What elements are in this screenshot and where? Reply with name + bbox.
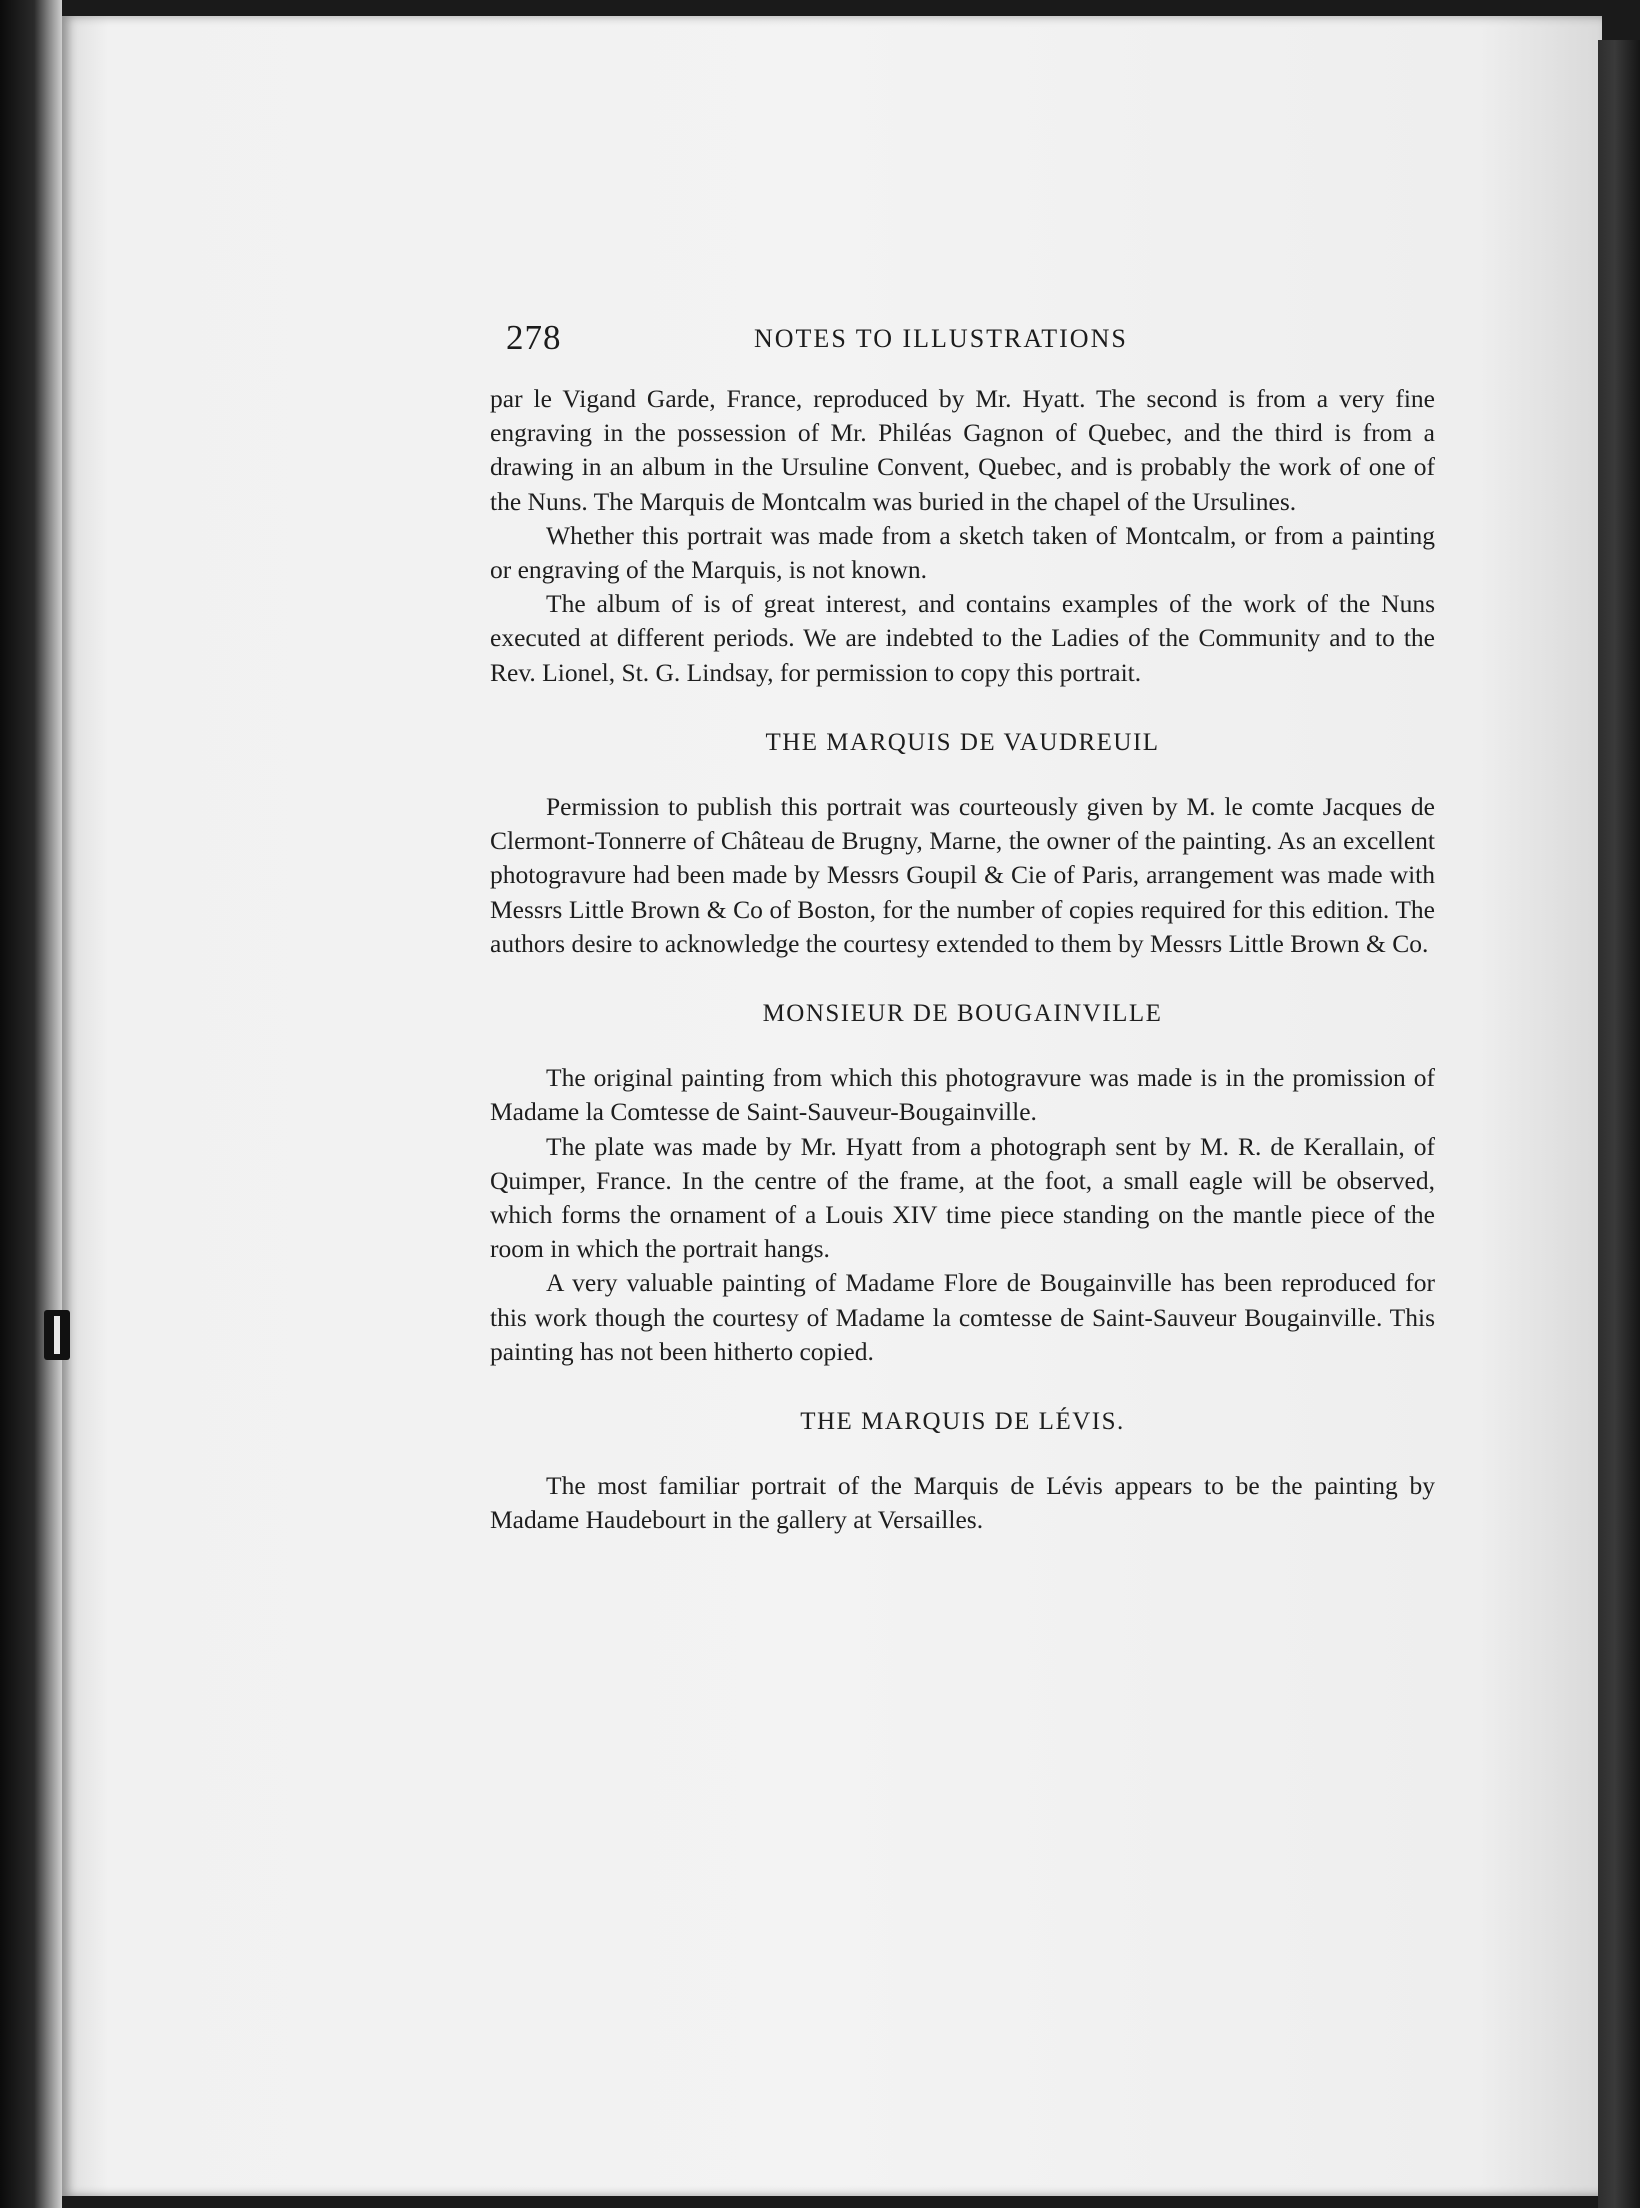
bougainville-paragraph-3: A very valuable painting of Madame Flore de Bougainville has been reproduced for this work though the courtesy of Madame la comtesse de Saint-Sauveur Bougainville. This painting has not been hitherto copied. (490, 1268, 1435, 1366)
levis-paragraph-1: The most familiar portrait of the Marquis de Lévis appears to be the painting by Madame Haudebourt in the gallery at Versailles. (490, 1471, 1435, 1535)
bougainville-paragraph-1: The original painting from which this photogravure was made is in the promission of Madame la Comtesse de Saint-Sauveur-Bougainville. (490, 1063, 1435, 1127)
page-number: 278 (506, 318, 562, 357)
binding-clip (44, 1310, 70, 1360)
running-head (506, 318, 1436, 358)
page-body (490, 382, 1435, 1538)
bougainville-paragraph-2: The plate was made by Mr. Hyatt from a photograph sent by M. R. de Kerallain, of Quimper, France. In the centre of the frame, at the foot, a small eagle will be observed, which forms the ornament of a Louis XIV time piece standing on the mantle piece of the room in which the portrait hangs. (490, 1131, 1435, 1264)
section-heading-bougainville: MONSIEUR DE BOUGAINVILLE (762, 1000, 1163, 1028)
intro-paragraph-3: The album of is of great interest, and contains examples of the work of the Nuns executed at different periods. We are indebted to the Ladies of the Community and to the Rev. Lionel, St. G. Lindsay, for permission to copy this portrait. (490, 589, 1435, 687)
vaudreuil-paragraph-1: Permission to publish this portrait was courteously given by M. le comte Jacques de Clermont-Tonnerre of Château de Brugny, Marne, the owner of the painting. As an excellent photogravure had been made by Messrs Goupil & Cie of Paris, arrangement was made with Messrs Little Brown & Co of Boston, for the number of copies required for this edition. The authors desire to acknowledge the courtesy extended to them by Messrs Little Brown & Co. (490, 792, 1435, 958)
intro-paragraph-2: Whether this portrait was made from a sketch taken of Montcalm, or from a painting or engraving of the Marquis, is not known. (490, 520, 1435, 585)
section-heading-vaudreuil: THE MARQUIS DE VAUDREUIL (765, 728, 1160, 756)
intro-paragraph-1: par le Vigand Garde, France, reproduced by Mr. Hyatt. The second is from a very fine engraving in the possession of Mr. Philéas Gagnon of Quebec, and the third is from a drawing in an album in the Ursuline Convent, Quebec, and is probably the work of one of the Nuns. The Marquis de Montcalm was buried in the chapel of the Ursulines. (490, 384, 1435, 516)
running-head-title: NOTES TO ILLUSTRATIONS (754, 324, 1128, 353)
section-heading-levis: THE MARQUIS DE LÉVIS. (800, 1408, 1125, 1436)
book-page-edge-right (1598, 40, 1640, 2208)
book-binding-left (0, 0, 62, 2208)
